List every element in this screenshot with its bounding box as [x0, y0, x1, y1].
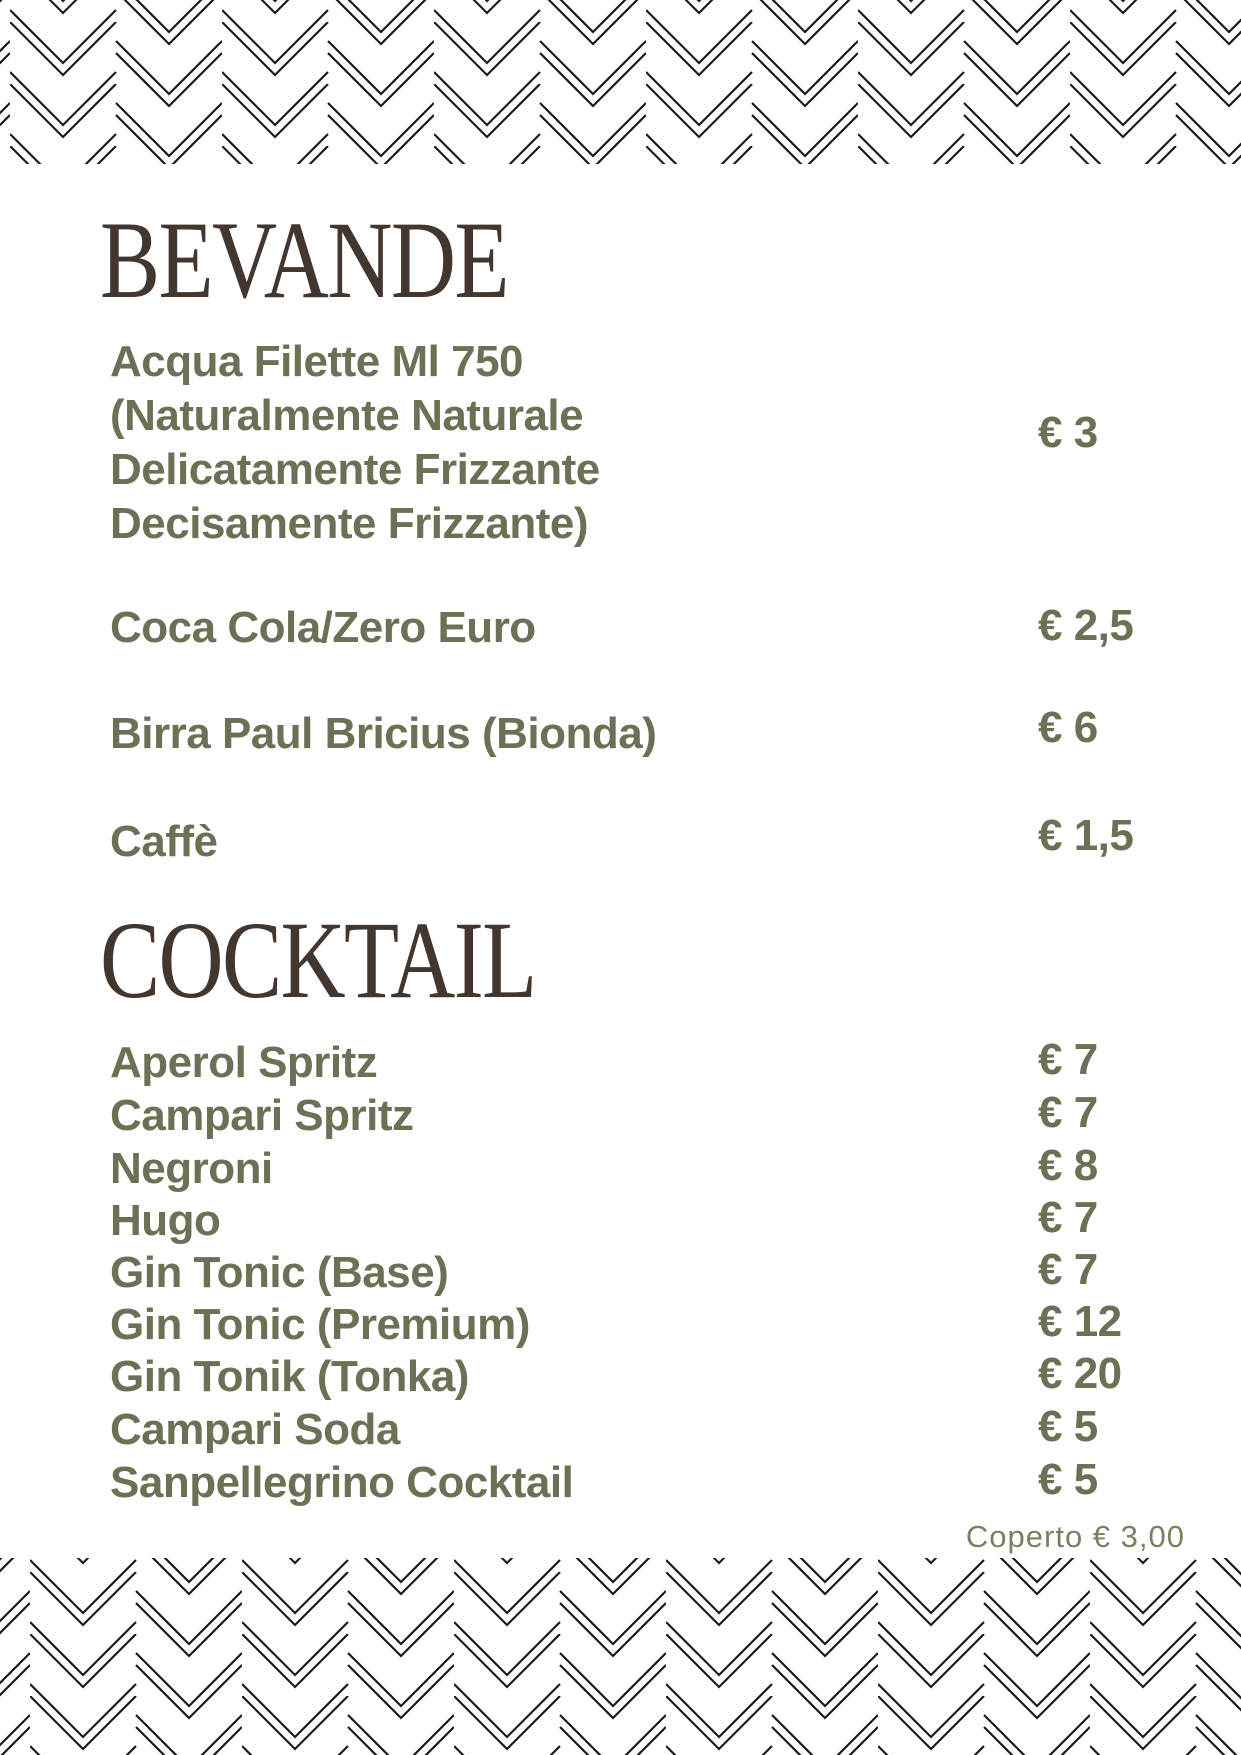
coperto-note: Coperto € 3,00: [965, 1519, 1185, 1554]
section-title-bevande: BEVANDE: [100, 199, 508, 321]
menu-item-name: Gin Tonic (Base): [110, 1248, 449, 1297]
menu-item-price: € 7: [1038, 1088, 1098, 1137]
menu-item-price: € 6: [1038, 703, 1098, 752]
herringbone-pattern-bottom: [0, 1558, 1241, 1755]
menu-item-price: € 5: [1038, 1402, 1098, 1451]
menu-item-name: Caffè: [110, 817, 218, 866]
menu-item-name: Campari Soda: [110, 1405, 400, 1454]
menu-item-price: € 7: [1038, 1035, 1098, 1084]
menu-item-name: Aperol Spritz: [110, 1038, 378, 1087]
section-title-cocktail: COCKTAIL: [100, 899, 536, 1021]
menu-item-price: € 5: [1038, 1455, 1098, 1504]
menu-item-name: Sanpellegrino Cocktail: [110, 1458, 574, 1507]
menu-item-name: Negroni: [110, 1144, 273, 1193]
herringbone-pattern-bottom-svg: [0, 1558, 1241, 1755]
menu-item-price: € 12: [1038, 1297, 1122, 1346]
menu-item-name: Birra Paul Bricius (Bionda): [110, 709, 657, 758]
menu-item-name: Hugo: [110, 1196, 221, 1245]
menu-item-name: Gin Tonik (Tonka): [110, 1352, 469, 1401]
menu-item-name: Coca Cola/Zero Euro: [110, 603, 536, 652]
menu-item-name-line: (Naturalmente Naturale: [110, 391, 584, 440]
menu-item-price: € 1,5: [1038, 811, 1134, 860]
menu-item-price: € 3: [1038, 408, 1098, 457]
menu-item-name-acqua: [110, 335, 600, 551]
menu-item-name-line: Decisamente Frizzante): [110, 499, 589, 548]
menu-item-price: € 20: [1038, 1349, 1122, 1398]
herringbone-pattern-top: [0, 0, 1241, 164]
menu-item-name: Gin Tonic (Premium): [110, 1300, 530, 1349]
menu-item-price: € 2,5: [1038, 601, 1134, 650]
herringbone-pattern-top-svg: [0, 0, 1241, 164]
menu-item-name-line: Acqua Filette Ml 750: [110, 337, 524, 386]
menu-item-name-line: Delicatamente Frizzante: [110, 445, 600, 494]
menu-item-price: € 8: [1038, 1141, 1098, 1190]
menu-item-price: € 7: [1038, 1245, 1098, 1294]
menu-item-name: Campari Spritz: [110, 1091, 414, 1140]
menu-item-price: € 7: [1038, 1193, 1098, 1242]
